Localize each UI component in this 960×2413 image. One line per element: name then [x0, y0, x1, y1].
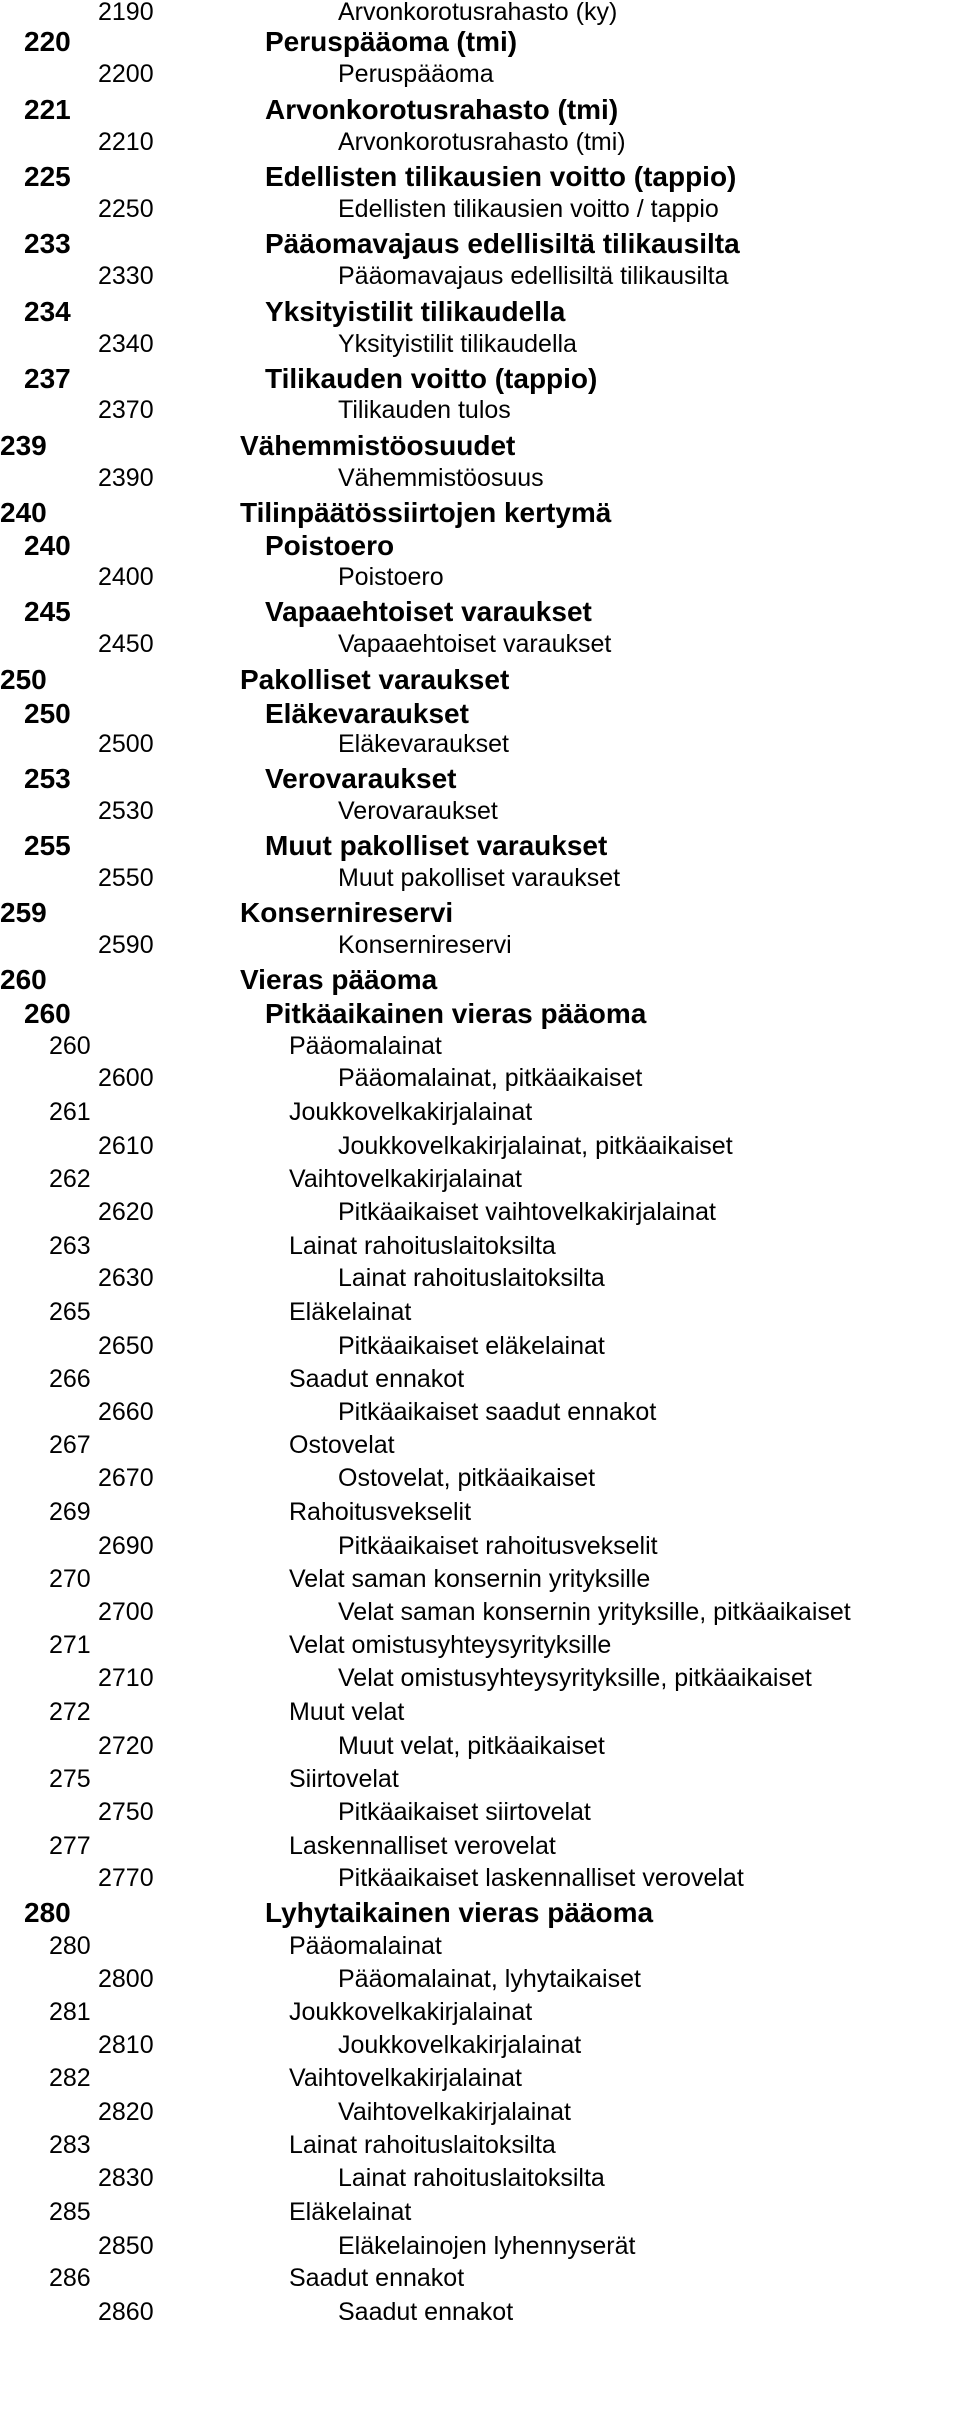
account-name: Pakolliset varaukset — [240, 664, 510, 695]
account-code: 275 — [49, 1765, 91, 1793]
account-code: 255 — [24, 830, 71, 861]
account-item — [0, 264, 960, 292]
account-group — [0, 28, 960, 60]
account-name: Yksityistilit tilikaudella — [338, 330, 577, 358]
account-name: Rahoitusvekselit — [289, 1498, 472, 1526]
account-code: 250 — [0, 664, 47, 695]
account-name: Verovaraukset — [265, 763, 457, 794]
account-item — [0, 2033, 960, 2061]
account-item — [0, 130, 960, 158]
account-name: Edellisten tilikausien voitto / tappio — [338, 195, 719, 223]
account-item — [0, 1266, 960, 1294]
account-item — [0, 1134, 960, 1162]
group-heading — [0, 966, 960, 998]
account-item — [0, 565, 960, 593]
account-name: Peruspääoma — [338, 60, 494, 88]
account-code: 270 — [49, 1565, 91, 1593]
account-item — [0, 0, 960, 28]
account-code: 282 — [49, 2064, 91, 2092]
account-name: Arvonkorotusrahasto (ky) — [338, 0, 618, 26]
account-group — [0, 1000, 960, 1032]
account-code: 265 — [49, 1298, 91, 1326]
account-item — [0, 1466, 960, 1494]
account-item — [0, 1534, 960, 1562]
account-name: Edellisten tilikausien voitto (tappio) — [265, 161, 737, 192]
account-name: Pääomalainat, pitkäaikaiset — [338, 1064, 643, 1092]
account-name: Muut pakolliset varaukset — [338, 864, 621, 892]
account-name: Yksityistilit tilikaudella — [265, 296, 566, 327]
account-code: 280 — [24, 1897, 71, 1928]
account-item — [0, 732, 960, 760]
account-group — [0, 163, 960, 195]
account-code: 2550 — [98, 864, 154, 892]
account-code: 2850 — [98, 2232, 154, 2260]
account-item — [0, 332, 960, 360]
account-name: Vapaaehtoiset varaukset — [338, 630, 612, 658]
account-item — [0, 933, 960, 961]
account-name: Saadut ennakot — [338, 2298, 514, 2326]
account-item — [0, 799, 960, 827]
account-code: 2800 — [98, 1965, 154, 1993]
account-code: 286 — [49, 2264, 91, 2292]
account-code: 260 — [24, 998, 71, 1029]
account-name: Joukkovelkakirjalainat — [289, 1098, 533, 1126]
account-name: Joukkovelkakirjalainat — [338, 2031, 582, 2059]
account-code: 263 — [49, 1232, 91, 1260]
account-code: 2630 — [98, 1264, 154, 1292]
account-name: Joukkovelkakirjalainat, pitkäaikaiset — [338, 1132, 733, 1160]
account-name: Lainat rahoituslaitoksilta — [338, 1264, 605, 1292]
account-item — [0, 1967, 960, 1995]
account-subgroup — [0, 1934, 960, 1962]
account-item — [0, 1600, 960, 1628]
account-code: 281 — [49, 1998, 91, 2026]
account-group — [0, 298, 960, 330]
account-code: 233 — [24, 228, 71, 259]
account-name: Vieras pääoma — [240, 964, 438, 995]
account-name: Verovaraukset — [338, 797, 498, 825]
account-code: 2400 — [98, 563, 154, 591]
account-code: 220 — [24, 26, 71, 57]
account-code: 2690 — [98, 1532, 154, 1560]
account-item — [0, 2300, 960, 2328]
account-code: 260 — [49, 1032, 91, 1060]
account-code: 267 — [49, 1431, 91, 1459]
account-code: 239 — [0, 430, 47, 461]
account-subgroup — [0, 1300, 960, 1328]
account-name: Ostovelat, pitkäaikaiset — [338, 1464, 596, 1492]
group-heading — [0, 666, 960, 698]
account-subgroup — [0, 1767, 960, 1795]
account-code: 2210 — [98, 128, 154, 156]
account-code: 225 — [24, 161, 71, 192]
account-code: 260 — [0, 964, 47, 995]
account-code: 2710 — [98, 1664, 154, 1692]
account-code: 2750 — [98, 1798, 154, 1826]
account-name: Pääomalainat — [289, 1932, 442, 1960]
account-code: 262 — [49, 1165, 91, 1193]
account-name: Pääomavajaus edellisiltä tilikausilta — [265, 228, 740, 259]
account-name: Velat saman konsernin yrityksille, pitkäaikaiset — [338, 1598, 851, 1626]
account-code: 245 — [24, 596, 71, 627]
account-code: 2250 — [98, 195, 154, 223]
account-subgroup — [0, 1167, 960, 1195]
account-name: Vapaaehtoiset varaukset — [265, 596, 592, 627]
account-name: Vaihtovelkakirjalainat — [338, 2098, 571, 2126]
account-code: 2810 — [98, 2031, 154, 2059]
account-subgroup — [0, 1034, 960, 1062]
account-code: 2820 — [98, 2098, 154, 2126]
account-name: Pitkäaikaiset eläkelainat — [338, 1332, 605, 1360]
account-item — [0, 1666, 960, 1694]
account-item — [0, 2100, 960, 2128]
account-name: Tilikauden voitto (tappio) — [265, 363, 598, 394]
account-code: 2600 — [98, 1064, 154, 1092]
account-code: 272 — [49, 1698, 91, 1726]
account-group — [0, 96, 960, 128]
account-item — [0, 2234, 960, 2262]
account-name: Vaihtovelkakirjalainat — [289, 2064, 522, 2092]
account-item — [0, 1066, 960, 1094]
account-code: 259 — [0, 897, 47, 928]
account-group — [0, 1899, 960, 1931]
account-name: Pitkäaikainen vieras pääoma — [265, 998, 647, 1029]
account-code: 2720 — [98, 1732, 154, 1760]
account-item — [0, 2166, 960, 2194]
account-item — [0, 1866, 960, 1894]
account-name: Peruspääoma (tmi) — [265, 26, 518, 57]
account-name: Arvonkorotusrahasto (tmi) — [265, 94, 619, 125]
account-code: 237 — [24, 363, 71, 394]
account-name: Saadut ennakot — [289, 1365, 465, 1393]
account-name: Velat omistusyhteysyrityksille, pitkäaikaiset — [338, 1664, 812, 1692]
account-name: Siirtovelat — [289, 1765, 399, 1793]
account-name: Pitkäaikaiset laskennalliset verovelat — [338, 1864, 744, 1892]
account-name: Eläkevaraukset — [265, 698, 469, 729]
account-name: Poistoero — [338, 563, 444, 591]
account-code: 2700 — [98, 1598, 154, 1626]
account-name: Lainat rahoituslaitoksilta — [338, 2164, 605, 2192]
account-subgroup — [0, 2066, 960, 2094]
account-code: 2770 — [98, 1864, 154, 1892]
account-group — [0, 765, 960, 797]
account-code: 283 — [49, 2131, 91, 2159]
account-code: 221 — [24, 94, 71, 125]
account-group — [0, 532, 960, 564]
account-item — [0, 1734, 960, 1762]
account-name: Pitkäaikaiset vaihtovelkakirjalainat — [338, 1198, 716, 1226]
account-subgroup — [0, 1100, 960, 1128]
account-name: Pääomalainat — [289, 1032, 442, 1060]
account-subgroup — [0, 1234, 960, 1262]
account-subgroup — [0, 2000, 960, 2028]
account-code: 2860 — [98, 2298, 154, 2326]
account-name: Eläkelainojen lyhennyserät — [338, 2232, 636, 2260]
account-subgroup — [0, 1633, 960, 1661]
account-code: 2330 — [98, 262, 154, 290]
account-name: Muut velat, pitkäaikaiset — [338, 1732, 605, 1760]
account-group — [0, 365, 960, 397]
account-name: Laskennalliset verovelat — [289, 1832, 556, 1860]
account-code: 2390 — [98, 464, 154, 492]
account-code: 2660 — [98, 1398, 154, 1426]
account-item — [0, 866, 960, 894]
account-name: Arvonkorotusrahasto (tmi) — [338, 128, 626, 156]
account-subgroup — [0, 2266, 960, 2294]
account-name: Pitkäaikaiset rahoitusvekselit — [338, 1532, 658, 1560]
account-name: Ostovelat — [289, 1431, 395, 1459]
account-code: 240 — [0, 497, 47, 528]
account-subgroup — [0, 1433, 960, 1461]
account-code: 261 — [49, 1098, 91, 1126]
account-name: Velat omistusyhteysyrityksille — [289, 1631, 612, 1659]
account-code: 2670 — [98, 1464, 154, 1492]
account-subgroup — [0, 1367, 960, 1395]
account-code: 2590 — [98, 931, 154, 959]
account-item — [0, 197, 960, 225]
account-name: Muut pakolliset varaukset — [265, 830, 608, 861]
group-heading — [0, 899, 960, 931]
account-name: Eläkevaraukset — [338, 730, 509, 758]
account-code: 2450 — [98, 630, 154, 658]
account-group — [0, 832, 960, 864]
account-code: 266 — [49, 1365, 91, 1393]
account-name: Lyhytaikainen vieras pääoma — [265, 1897, 654, 1928]
account-code: 253 — [24, 763, 71, 794]
account-code: 271 — [49, 1631, 91, 1659]
account-name: Pääomalainat, lyhytaikaiset — [338, 1965, 641, 1993]
account-code: 2500 — [98, 730, 154, 758]
account-name: Vaihtovelkakirjalainat — [289, 1165, 522, 1193]
account-name: Pääomavajaus edellisiltä tilikausilta — [338, 262, 729, 290]
account-subgroup — [0, 1500, 960, 1528]
account-subgroup — [0, 1700, 960, 1728]
account-item — [0, 1400, 960, 1428]
account-name: Muut velat — [289, 1698, 405, 1726]
account-code: 240 — [24, 530, 71, 561]
account-name: Velat saman konsernin yrityksille — [289, 1565, 651, 1593]
group-heading — [0, 432, 960, 464]
account-name: Eläkelainat — [289, 1298, 412, 1326]
account-code: 234 — [24, 296, 71, 327]
account-code: 250 — [24, 698, 71, 729]
account-item — [0, 1800, 960, 1828]
account-name: Konsernireservi — [338, 931, 512, 959]
account-name: Vähemmistöosuus — [338, 464, 544, 492]
account-code: 2190 — [98, 0, 154, 26]
account-name: Pitkäaikaiset saadut ennakot — [338, 1398, 657, 1426]
account-name: Vähemmistöosuudet — [240, 430, 516, 461]
account-code: 2530 — [98, 797, 154, 825]
account-item — [0, 1334, 960, 1362]
account-code: 2200 — [98, 60, 154, 88]
account-code: 269 — [49, 1498, 91, 1526]
account-code: 2830 — [98, 2164, 154, 2192]
account-item — [0, 466, 960, 494]
account-group — [0, 700, 960, 732]
account-code: 2620 — [98, 1198, 154, 1226]
account-item — [0, 1200, 960, 1228]
account-item — [0, 632, 960, 660]
account-group — [0, 230, 960, 262]
account-subgroup — [0, 2133, 960, 2161]
account-code: 277 — [49, 1832, 91, 1860]
account-code: 2370 — [98, 396, 154, 424]
account-item — [0, 62, 960, 90]
account-name: Konsernireservi — [240, 897, 454, 928]
account-name: Lainat rahoituslaitoksilta — [289, 1232, 556, 1260]
account-name: Saadut ennakot — [289, 2264, 465, 2292]
account-name: Eläkelainat — [289, 2198, 412, 2226]
account-code: 2650 — [98, 1332, 154, 1360]
account-subgroup — [0, 1567, 960, 1595]
account-name: Tilinpäätössiirtojen kertymä — [240, 497, 612, 528]
group-heading — [0, 499, 960, 531]
account-code: 2340 — [98, 330, 154, 358]
account-group — [0, 598, 960, 630]
account-code: 285 — [49, 2198, 91, 2226]
account-name: Poistoero — [265, 530, 395, 561]
account-name: Lainat rahoituslaitoksilta — [289, 2131, 556, 2159]
account-name: Pitkäaikaiset siirtovelat — [338, 1798, 591, 1826]
account-name: Tilikauden tulos — [338, 396, 511, 424]
account-subgroup — [0, 2200, 960, 2228]
account-name: Joukkovelkakirjalainat — [289, 1998, 533, 2026]
account-item — [0, 398, 960, 426]
account-subgroup — [0, 1834, 960, 1862]
account-code: 280 — [49, 1932, 91, 1960]
account-code: 2610 — [98, 1132, 154, 1160]
